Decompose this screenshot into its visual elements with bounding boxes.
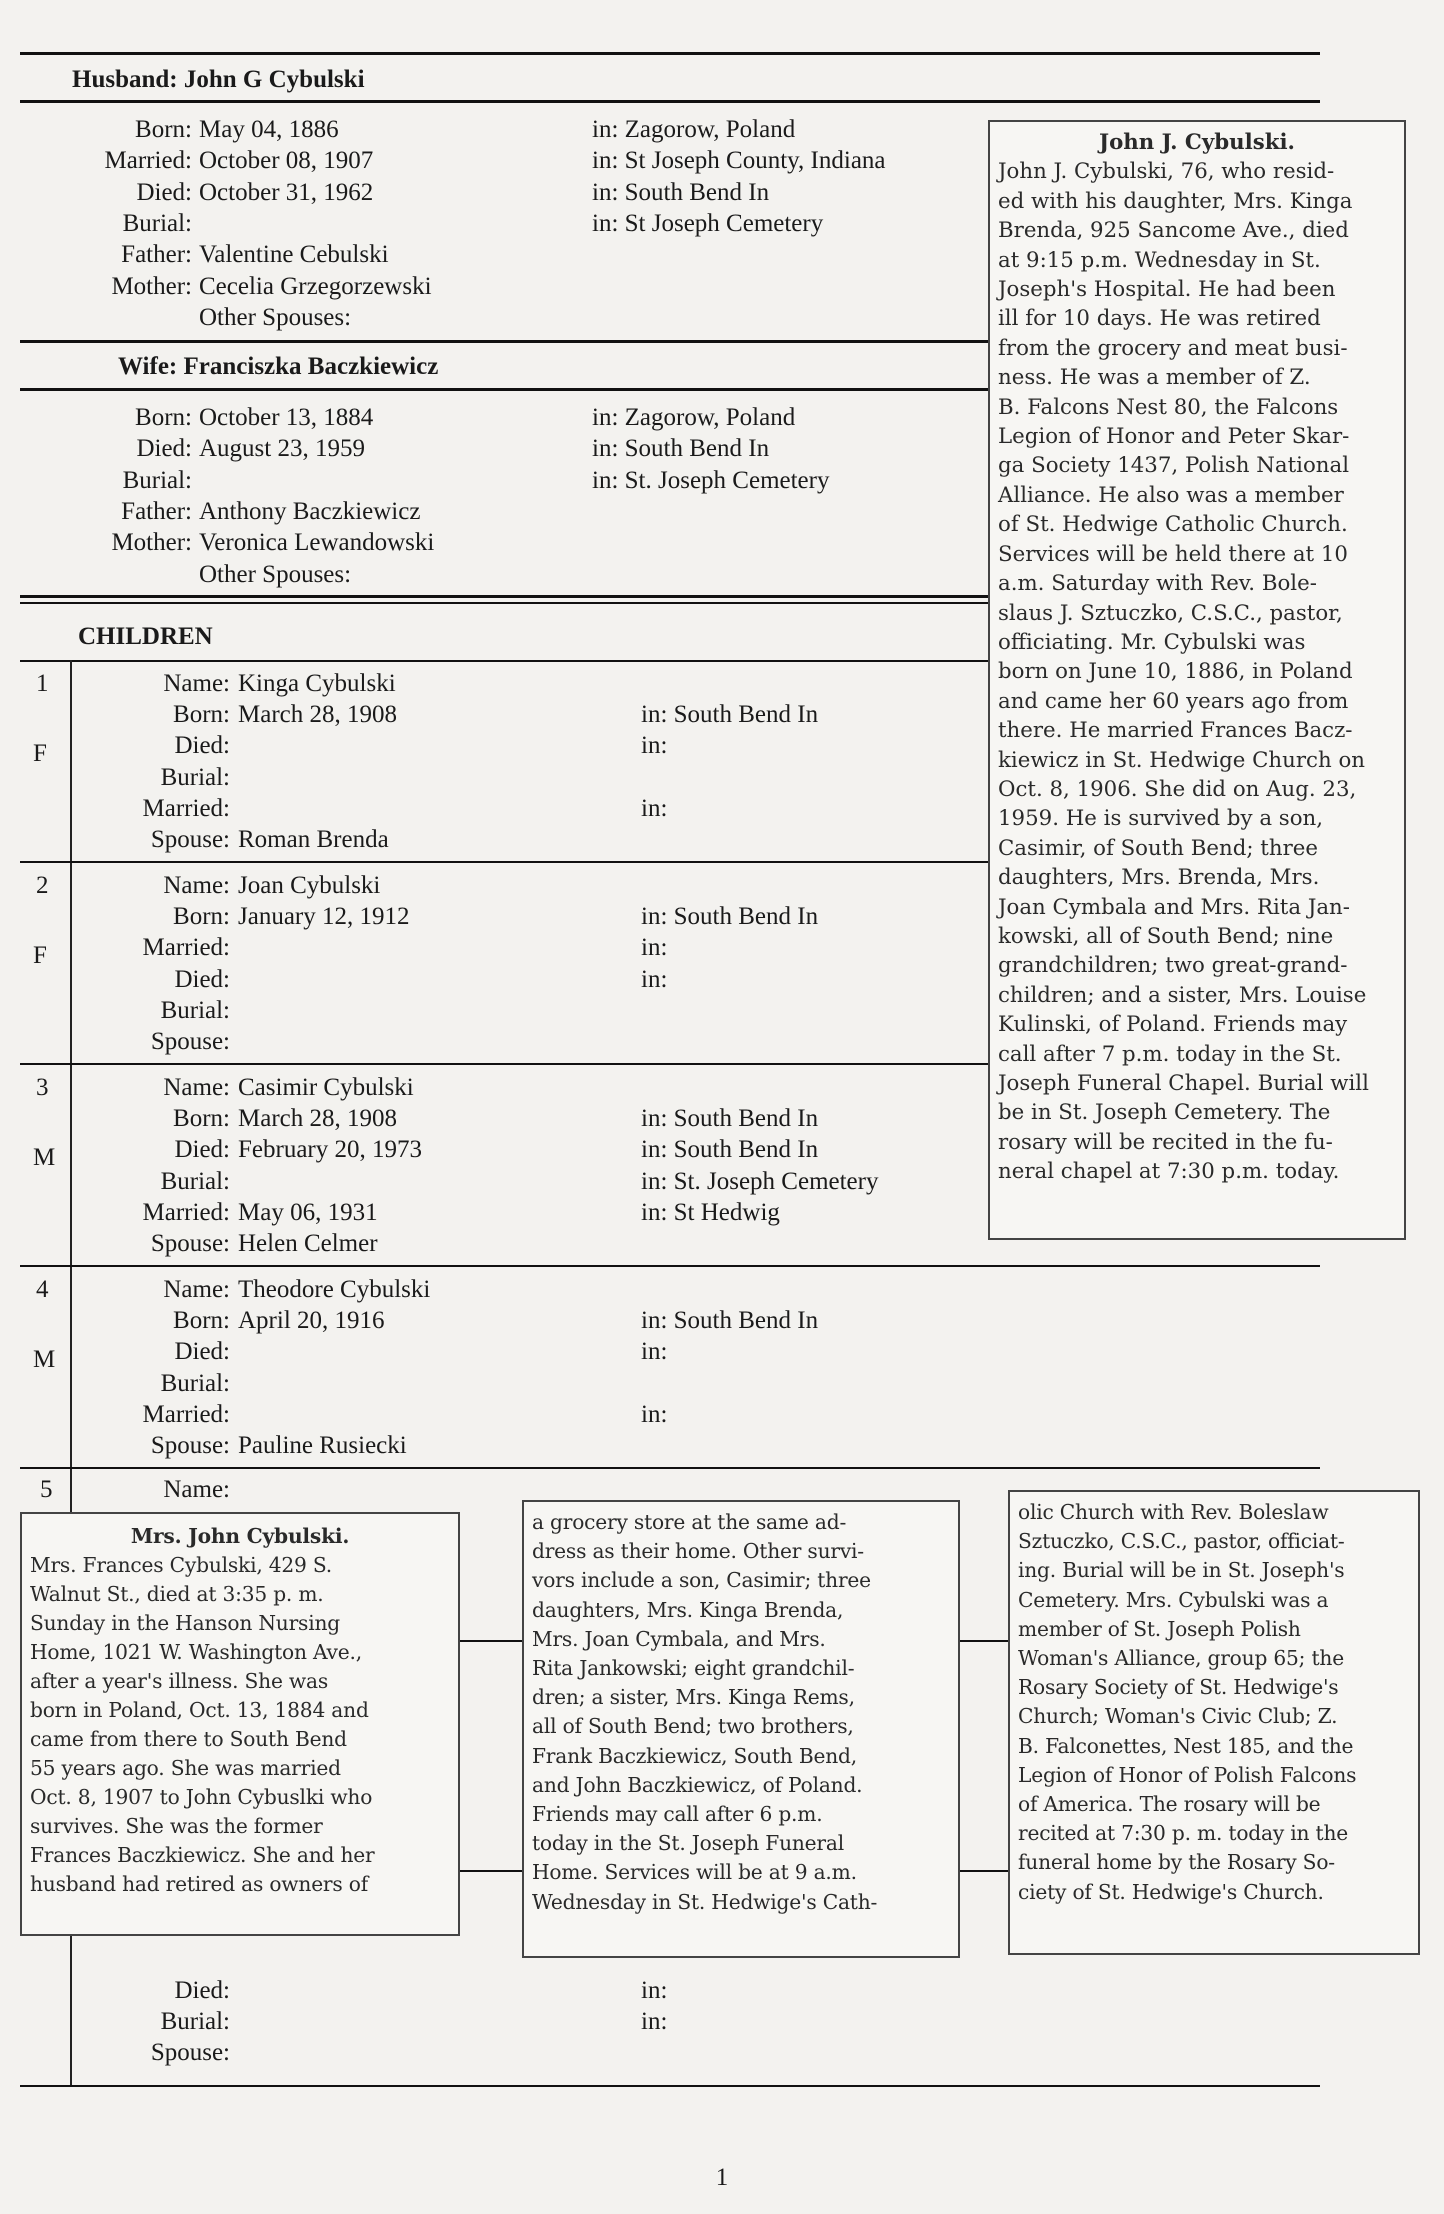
obituary-line: kiewicz in St. Hedwige Church on xyxy=(998,747,1365,773)
obituary-line: ga Society 1437, Polish National xyxy=(998,453,1350,479)
obituary-line: children; and a sister, Mrs. Louise xyxy=(998,982,1367,1008)
child-row-value: Casimir Cybulski xyxy=(238,1074,414,1101)
obituary-line: all of South Bend; two brothers, xyxy=(532,1714,854,1739)
obituary-line: olic Church with Rev. Boleslaw xyxy=(1018,1500,1329,1524)
husband-row-place: in: St Joseph County, Indiana xyxy=(592,147,886,175)
child-row-value: Roman Brenda xyxy=(238,826,389,853)
child-row-place: in: xyxy=(641,732,668,760)
child-number: 1 xyxy=(36,670,49,697)
child-row-place: in: South Bend In xyxy=(641,903,819,931)
wife-heading xyxy=(118,351,438,382)
child-row-label: Burial: xyxy=(160,996,230,1024)
obituary-line: ed with his daughter, Mrs. Kinga xyxy=(998,188,1353,214)
clipping-connector-3 xyxy=(960,1640,1008,1642)
obituary-line: be in St. Joseph Cemetery. The xyxy=(998,1100,1331,1126)
child-row-label: Died: xyxy=(174,732,230,760)
husband-row-value: May 04, 1886 xyxy=(199,116,339,143)
wife-row-value: October 13, 1884 xyxy=(199,404,374,431)
child-5-number: 5 xyxy=(40,1476,53,1503)
child-number: 3 xyxy=(36,1074,49,1101)
obituary-line: B. Falconettes, Nest 185, and the xyxy=(1018,1733,1354,1758)
obituary-mrs-text-2 xyxy=(532,1508,950,1917)
child-row-value: March 28, 1908 xyxy=(238,701,397,729)
obituary-line: born on June 10, 1886, in Poland xyxy=(998,659,1353,685)
child-5-name-label: Name: xyxy=(163,1476,230,1503)
obituary-line: funeral home by the Rosary So- xyxy=(1018,1850,1335,1875)
child-row-place: in: South Bend In xyxy=(641,1136,819,1164)
child-row-label: Name: xyxy=(163,1276,230,1303)
obituary-line: ness. He was a member of Z. xyxy=(998,365,1311,391)
obituary-line: neral chapel at 7:30 p.m. today. xyxy=(998,1159,1340,1185)
obituary-line: Rita Jankowski; eight grandchil- xyxy=(532,1656,855,1681)
obituary-line: Sztuczko, C.S.C., pastor, officiat- xyxy=(1018,1529,1345,1554)
obituary-line: 55 years ago. She was married xyxy=(30,1756,341,1780)
child-row-place: in: St. Joseph Cemetery xyxy=(641,1167,879,1195)
obituary-line: call after 7 p.m. today in the St. xyxy=(998,1041,1342,1067)
obituary-line: Joseph's Hospital. He had been xyxy=(998,277,1336,303)
husband-row-value: Valentine Cebulski xyxy=(199,241,389,269)
obituary-line: vors include a son, Casimir; three xyxy=(532,1568,871,1593)
child-row-label: Born: xyxy=(173,1105,230,1133)
child-5-row-place: in: xyxy=(641,1977,668,2004)
child-number: 2 xyxy=(36,872,49,899)
obituary-line: Services will be held there at 10 xyxy=(998,541,1348,567)
child-row-label: Burial: xyxy=(160,1369,230,1397)
obituary-line: member of St. Joseph Polish xyxy=(1018,1616,1301,1641)
child-number: 4 xyxy=(36,1276,49,1303)
obituary-line: Friends may call after 6 p.m. xyxy=(532,1802,823,1827)
obituary-line: Mrs. Joan Cymbala, and Mrs. xyxy=(532,1626,826,1651)
child-row-value: May 06, 1931 xyxy=(238,1198,378,1226)
child-row-value: March 28, 1908 xyxy=(238,1105,397,1133)
obituary-clipping-john xyxy=(988,120,1406,1240)
obituary-line: survives. She was the former xyxy=(30,1814,323,1838)
obituary-line: born in Poland, Oct. 13, 1884 and xyxy=(30,1698,369,1722)
obituary-line: dress as their home. Other survi- xyxy=(532,1539,864,1564)
obituary-line: today in the St. Joseph Funeral xyxy=(532,1831,844,1856)
husband-row-label: Burial: xyxy=(122,209,192,237)
obituary-line: Joan Cymbala and Mrs. Rita Jan- xyxy=(998,894,1350,920)
obituary-line: 1959. He is survived by a son, xyxy=(998,806,1324,832)
obituary-line: a grocery store at the same ad- xyxy=(532,1510,847,1534)
obituary-line: Frank Baczkiewicz, South Bend, xyxy=(532,1743,857,1768)
child-row-label: Married: xyxy=(142,934,230,962)
wife-row-value: Anthony Baczkiewicz xyxy=(199,497,421,525)
child-row-place: in: South Bend In xyxy=(641,1105,819,1133)
obituary-line: Brenda, 925 Sancome Ave., died xyxy=(998,218,1349,244)
husband-row-label: Mother: xyxy=(111,272,192,300)
obituary-line: grandchildren; two great-grand- xyxy=(998,953,1348,979)
wife-row-label: Died: xyxy=(136,435,192,463)
husband-name: John G Cybulski xyxy=(183,66,365,93)
obituary-mrs-text-1 xyxy=(30,1551,450,1899)
obituary-line: Woman's Alliance, group 65; the xyxy=(1018,1646,1344,1671)
obituary-line: Legion of Honor and Peter Skar- xyxy=(998,424,1350,450)
obituary-line: Frances Baczkiewicz. She and her xyxy=(30,1843,375,1867)
obituary-line: Church; Woman's Civic Club; Z. xyxy=(1018,1704,1338,1729)
clipping-connector-4 xyxy=(960,1870,1008,1872)
obituary-line: Cemetery. Mrs. Cybulski was a xyxy=(1018,1587,1329,1612)
obituary-line: and John Baczkiewicz, of Poland. xyxy=(532,1772,863,1797)
obituary-line: Wednesday in St. Hedwige's Cath- xyxy=(532,1889,878,1914)
wife-row-place: in: South Bend In xyxy=(592,435,770,463)
husband-top-rule xyxy=(20,52,1320,55)
child-row-place: in: xyxy=(641,1338,668,1366)
child-row-place: in: St Hedwig xyxy=(641,1198,780,1226)
obituary-clipping-mrs-part1 xyxy=(20,1512,460,1936)
obituary-line: ing. Burial will be in St. Joseph's xyxy=(1018,1558,1345,1583)
child-row-place: in: xyxy=(641,1400,668,1428)
child-row-value: Theodore Cybulski xyxy=(238,1276,431,1303)
child-row-place: in: xyxy=(641,934,668,962)
child-separator xyxy=(20,1467,1320,1469)
child-row-label: Spouse: xyxy=(150,1230,230,1257)
obituary-line: of America. The rosary will be xyxy=(1018,1792,1321,1817)
wife-row-place: in: St. Joseph Cemetery xyxy=(592,466,830,494)
child-row-label: Spouse: xyxy=(150,826,230,853)
obituary-line: Home. Services will be at 9 a.m. xyxy=(532,1860,857,1885)
obituary-line: came from there to South Bend xyxy=(30,1727,347,1751)
obituary-john-text xyxy=(998,157,1396,1186)
obituary-line: a.m. Saturday with Rev. Bole- xyxy=(998,571,1317,597)
obituary-line: officiating. Mr. Cybulski was xyxy=(998,629,1306,655)
child-row-label: Name: xyxy=(163,872,230,899)
child-row-value: Joan Cybulski xyxy=(238,872,381,899)
obituary-line: Oct. 8, 1907 to John Cybuslki who xyxy=(30,1785,373,1809)
child-row-value: April 20, 1916 xyxy=(238,1307,385,1335)
child-row-label: Name: xyxy=(163,1074,230,1101)
obituary-line: Alliance. He also was a member xyxy=(998,482,1344,508)
husband-row-place: in: South Bend In xyxy=(592,178,770,206)
child-row-label: Married: xyxy=(142,794,230,822)
obituary-line: after a year's illness. She was xyxy=(30,1669,328,1693)
obituary-line: of St. Hedwige Catholic Church. xyxy=(998,512,1348,538)
child-row-value: Kinga Cybulski xyxy=(238,670,396,697)
obituary-line: daughters, Mrs. Brenda, Mrs. xyxy=(998,865,1320,891)
clipping-connector-2 xyxy=(460,1870,522,1872)
obituary-mrs-text-3 xyxy=(1018,1498,1410,1907)
obituary-line: from the grocery and meat busi- xyxy=(998,335,1348,361)
child-row-label: Spouse: xyxy=(150,1028,230,1055)
child-row-label: Married: xyxy=(142,1400,230,1428)
child-5-row-place: in: xyxy=(641,2008,668,2036)
obituary-line: B. Falcons Nest 80, the Falcons xyxy=(998,394,1339,420)
obituary-john-title: John J. Cybulski. xyxy=(1099,130,1295,155)
obituary-line: at 9:15 p.m. Wednesday in St. xyxy=(998,247,1321,273)
child-sex: F xyxy=(33,740,47,767)
child-row-label: Died: xyxy=(174,1136,230,1164)
husband-row-value: Cecelia Grzegorzewski xyxy=(199,272,432,300)
obituary-line: John J. Cybulski, 76, who resid- xyxy=(998,159,1335,185)
husband-row-place: in: St Joseph Cemetery xyxy=(592,209,824,237)
obituary-line: there. He married Frances Bacz- xyxy=(998,718,1353,744)
obituary-line: slaus J. Sztuczko, C.S.C., pastor, xyxy=(998,600,1343,626)
husband-label: Husband: xyxy=(72,66,178,93)
wife-row-label: Born: xyxy=(135,404,192,431)
husband-row-label: Father: xyxy=(121,241,192,269)
husband-row-label: Born: xyxy=(135,116,192,143)
wife-row-label: Burial: xyxy=(122,466,192,494)
obituary-mrs-title: Mrs. John Cybulski. xyxy=(130,1524,350,1548)
obituary-line: Mrs. Frances Cybulski, 429 S. xyxy=(30,1553,333,1577)
wife-row-label: Father: xyxy=(121,497,192,525)
child-row-value: February 20, 1973 xyxy=(238,1136,422,1164)
wife-label: Wife: xyxy=(118,353,178,380)
wife-row-value: Veronica Lewandowski xyxy=(199,529,435,557)
obituary-line: Joseph Funeral Chapel. Burial will xyxy=(998,1071,1369,1096)
obituary-line: rosary will be recited in the fu- xyxy=(998,1129,1333,1155)
obituary-line: daughters, Mrs. Kinga Brenda, xyxy=(532,1597,844,1622)
obituary-line: Kulinski, of Poland. Friends may xyxy=(998,1012,1348,1038)
obituary-line: ill for 10 days. He was retired xyxy=(998,306,1321,332)
child-row-label: Died: xyxy=(174,1338,230,1366)
child-row-label: Name: xyxy=(163,670,230,697)
child-row-label: Born: xyxy=(173,701,230,729)
obituary-line: husband had retired as owners of xyxy=(30,1872,368,1896)
child-row-place: in: xyxy=(641,794,668,822)
child-row-label: Burial: xyxy=(160,763,230,791)
children-bottom-rule xyxy=(20,2085,1320,2087)
child-5-row-label: Died: xyxy=(174,1977,230,2004)
child-separator xyxy=(20,1265,1320,1267)
child-row-value: January 12, 1912 xyxy=(238,903,410,931)
husband-row-value: Other Spouses: xyxy=(199,303,352,331)
child-5-row-label: Burial: xyxy=(160,2008,230,2036)
child-5-row-label: Spouse: xyxy=(150,2039,230,2067)
child-row-place: in: South Bend In xyxy=(641,701,819,729)
husband-row-value: October 31, 1962 xyxy=(199,178,374,206)
page-number: 1 xyxy=(715,2164,729,2191)
wife-row-place: in: Zagorow, Poland xyxy=(592,404,796,431)
obituary-line: kowski, all of South Bend; nine xyxy=(998,923,1334,949)
obituary-line: Sunday in the Hanson Nursing xyxy=(30,1611,340,1635)
husband-bottom-rule xyxy=(20,100,1320,103)
child-row-value: Pauline Rusiecki xyxy=(238,1432,407,1459)
child-row-label: Born: xyxy=(173,903,230,931)
obituary-line: recited at 7:30 p. m. today in the xyxy=(1018,1821,1348,1846)
wife-name: Franciszka Baczkiewicz xyxy=(183,353,439,380)
clipping-connector-1 xyxy=(460,1640,522,1642)
husband-row-label: Died: xyxy=(136,178,192,206)
child-sex: M xyxy=(33,1144,56,1171)
obituary-line: ciety of St. Hedwige's Church. xyxy=(1018,1879,1324,1904)
obituary-line: Oct. 8, 1906. She did on Aug. 23, xyxy=(998,776,1357,802)
husband-heading xyxy=(72,64,365,95)
child-row-label: Born: xyxy=(173,1307,230,1335)
wife-row-value: Other Spouses: xyxy=(199,560,352,588)
obituary-line: Walnut St., died at 3:35 p. m. xyxy=(30,1582,324,1606)
obituary-line: Rosary Society of St. Hedwige's xyxy=(1018,1675,1339,1700)
obituary-line: Legion of Honor of Polish Falcons xyxy=(1018,1762,1357,1787)
wife-row-value: August 23, 1959 xyxy=(199,435,365,463)
child-row-place: in: South Bend In xyxy=(641,1307,819,1335)
child-row-value: Helen Celmer xyxy=(238,1230,378,1257)
children-header: CHILDREN xyxy=(78,623,213,650)
child-row-label: Died: xyxy=(174,965,230,993)
obituary-line: Casimir, of South Bend; three xyxy=(998,835,1318,861)
husband-row-label: Married: xyxy=(104,147,192,175)
child-sex: M xyxy=(33,1346,56,1373)
obituary-line: and came her 60 years ago from xyxy=(998,688,1349,714)
husband-row-value: October 08, 1907 xyxy=(199,147,374,175)
child-row-place: in: xyxy=(641,965,668,993)
obituary-clipping-mrs-part2 xyxy=(522,1500,960,1958)
husband-row-place: in: Zagorow, Poland xyxy=(592,116,796,143)
obituary-line: dren; a sister, Mrs. Kinga Rems, xyxy=(532,1685,855,1710)
child-row-label: Married: xyxy=(142,1198,230,1226)
wife-row-label: Mother: xyxy=(111,529,192,557)
obituary-clipping-mrs-part3 xyxy=(1008,1490,1420,1955)
child-row-label: Spouse: xyxy=(150,1432,230,1459)
child-sex: F xyxy=(33,942,47,969)
child-row-label: Burial: xyxy=(160,1167,230,1195)
obituary-line: Home, 1021 W. Washington Ave., xyxy=(30,1640,362,1664)
